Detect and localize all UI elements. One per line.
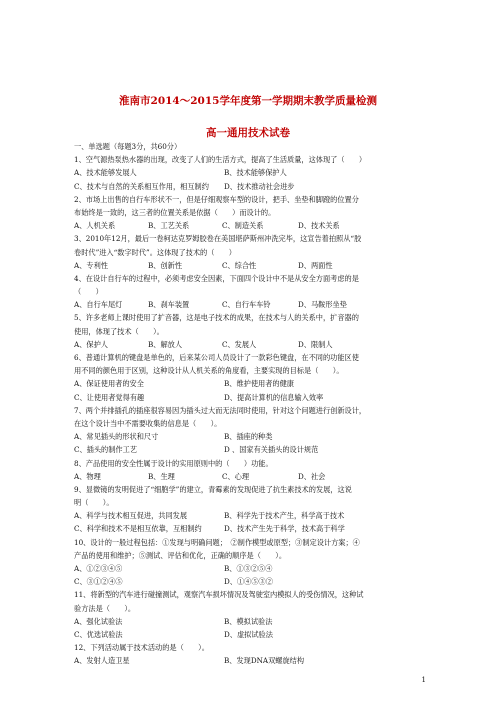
answer-option: B、刹车装置 — [148, 300, 190, 310]
answer-option: B、模拟试验法 — [224, 616, 273, 626]
option-row — [74, 443, 426, 456]
answer-option: B、插座的种类 — [224, 432, 273, 442]
exam-title: 淮南市2014～2015学年度第一学期期末教学质量检测 — [119, 95, 377, 107]
answer-option: A、保证使用者的安全 — [74, 379, 144, 389]
question-stem: 产品的使用和维护；⑤测试、评估和优化，正确的顺序是（ ）。 — [74, 550, 287, 560]
answer-option: A、①②③④⑤ — [74, 564, 123, 573]
page-number: 1 — [421, 676, 426, 684]
answer-option: A、自行车尾灯 — [74, 300, 123, 310]
question-stem: 2、市场上出售的自行车形状不一，但是仔细观察车型的设计，把手、坐垫和脚蹬的位置分 — [74, 194, 359, 204]
answer-option: D、两面性 — [298, 260, 333, 270]
question-stem: 用不同的颜色用于区别，这种设计从人机关系的角度看，主要实现的目标是（ ）。 — [74, 366, 344, 376]
question-stem: 7、两个并排插孔的插座很容易因为插头过大而无法同时使用，针对这个问题进行创新设计， — [74, 405, 367, 415]
question-list — [74, 140, 426, 668]
answer-option: C、自行车车铃 — [222, 300, 271, 310]
option-row — [74, 298, 426, 311]
question-stem: 1、空气源热泵热水器的出现，改变了人们的生活方式，提高了生活质量，这体现了（ ） — [74, 155, 367, 165]
answer-option: C、优选试验法 — [74, 629, 123, 639]
option-row — [74, 575, 426, 588]
question-stem: 9、显微镜的发明促进了“细胞学”的建立，青霉素的发现促进了抗生素技术的发展，这说 — [74, 484, 352, 494]
section-heading: 一、单选题（每题3分，共60分） — [74, 142, 182, 151]
option-row — [74, 166, 426, 179]
question-stem: 卷时代”进入“数字时代”。这体现了技术的（ ） — [74, 247, 236, 257]
option-row — [74, 628, 426, 641]
answer-option: A、常见插头的形状和尺寸 — [74, 432, 159, 442]
answer-option: D、虚拟试验法 — [224, 629, 273, 639]
answer-option: A、发射人造卫星 — [74, 656, 130, 666]
question-stem: 12、下列活动属于技术活动的是（ ）。 — [74, 643, 209, 653]
answer-option: C、插头的制作工艺 — [74, 445, 138, 455]
answer-option: C、③①②④⑤ — [74, 577, 123, 587]
answer-option: C、让使用者觉得有趣 — [74, 392, 145, 402]
answer-option: C、心理 — [222, 471, 250, 481]
question-stem: 4、在设计自行车的过程中，必须考虑安全因素，下面四个设计中不是从安全方面考虑的是 — [74, 273, 359, 283]
question-stem: 3、2010年12月，最后一卷柯达克罗姆胶卷在美国堪萨斯州冲洗完毕，这宣告着拍照从“胶 — [74, 234, 362, 244]
option-row — [74, 338, 426, 351]
option-row — [74, 522, 426, 535]
answer-option: C、综合性 — [222, 260, 257, 270]
answer-option: B、技术能够保护人 — [224, 168, 287, 178]
exam-subtitle: 高一通用技术试卷 — [206, 127, 290, 139]
option-row — [74, 219, 426, 232]
answer-option: D、技术推动社会进步 — [224, 181, 295, 191]
question-stem: 验方法是（ ）。 — [74, 603, 136, 613]
question-stem: 在这个设计当中不需要收集的信息是（ ）。 — [74, 418, 222, 428]
answer-option: B、①③②⑤④ — [224, 564, 273, 573]
question-stem: 6、普通计算机的键盘是单色的，后来某公司人员设计了一款彩色键盘，在不同的功能区使 — [74, 353, 359, 362]
option-row — [74, 562, 426, 575]
answer-option: D、社会 — [298, 471, 326, 481]
answer-option: B、维护使用者的健康 — [224, 379, 294, 389]
answer-option: C、制造关系 — [222, 221, 264, 231]
answer-option: B、发现DNA双螺旋结构 — [224, 656, 305, 666]
answer-option: A、保护人 — [74, 339, 108, 349]
question-stem: 明（ ）。 — [74, 498, 114, 508]
answer-option: B、生理 — [148, 471, 175, 481]
answer-option: C、技术与自然的关系相互作用，相互制约 — [74, 181, 209, 191]
answer-option: B、解放人 — [148, 339, 183, 349]
answer-option: A、物理 — [74, 471, 101, 481]
question-stem: 8、产品使用的安全性属于设计的实用原则中的（ ）功能。 — [74, 458, 273, 468]
question-stem: 使用，体现了技术（ ）。 — [74, 326, 164, 336]
answer-option: D、提高计算机的信息输入效率 — [224, 392, 324, 402]
question-stem: （ ） — [74, 287, 103, 297]
option-row — [74, 654, 426, 667]
option-row — [74, 430, 426, 443]
answer-option: D、①④⑤③② — [224, 577, 273, 587]
answer-option: C、科学和技术不是相互依靠，互相制约 — [74, 524, 202, 534]
answer-option: D、限制人 — [298, 339, 333, 349]
option-row — [74, 259, 426, 272]
question-stem: 5、许多老师上课时使用了扩音器，这是电子技术的成果，在技术与人的关系中，扩音器的 — [74, 313, 359, 323]
answer-option: D、技术关系 — [298, 221, 340, 231]
question-stem: 10、设计的一般过程包括：①发现与明确问题； ②制作模型或原型；③制定设计方案；④ — [74, 537, 360, 547]
answer-option: D、技术产生先于科学，技术高于科学 — [224, 524, 345, 534]
answer-option: B、科学先于技术产生，科学高于技术 — [224, 511, 345, 521]
answer-option: D 、国家有关插头的设计规范 — [224, 445, 319, 455]
answer-option: A、强化试验法 — [74, 616, 123, 626]
answer-option: A、专利性 — [74, 260, 108, 270]
option-row — [74, 391, 426, 404]
answer-option: A、科学与技术相互促进，共同发展 — [74, 511, 188, 521]
option-row — [74, 377, 426, 390]
question-stem: 11、将新型的汽车进行碰撞测试，观察汽车损坏情况及驾驶室内模拟人的受伤情况，这种试 — [74, 590, 364, 600]
question-stem: 布始终是一致的，这三者的位置关系是依据（ ）而设计的。 — [74, 207, 276, 217]
option-row — [74, 470, 426, 483]
answer-option: B、工艺关系 — [148, 221, 190, 231]
answer-option: C、发展人 — [222, 339, 257, 349]
option-row — [74, 509, 426, 522]
answer-option: B、创新性 — [148, 260, 183, 270]
answer-option: A、人机关系 — [74, 221, 116, 231]
option-row — [74, 180, 426, 193]
option-row — [74, 615, 426, 628]
answer-option: A、技术能够发展人 — [74, 168, 137, 178]
answer-option: D、马鞍形坐垫 — [298, 300, 347, 310]
